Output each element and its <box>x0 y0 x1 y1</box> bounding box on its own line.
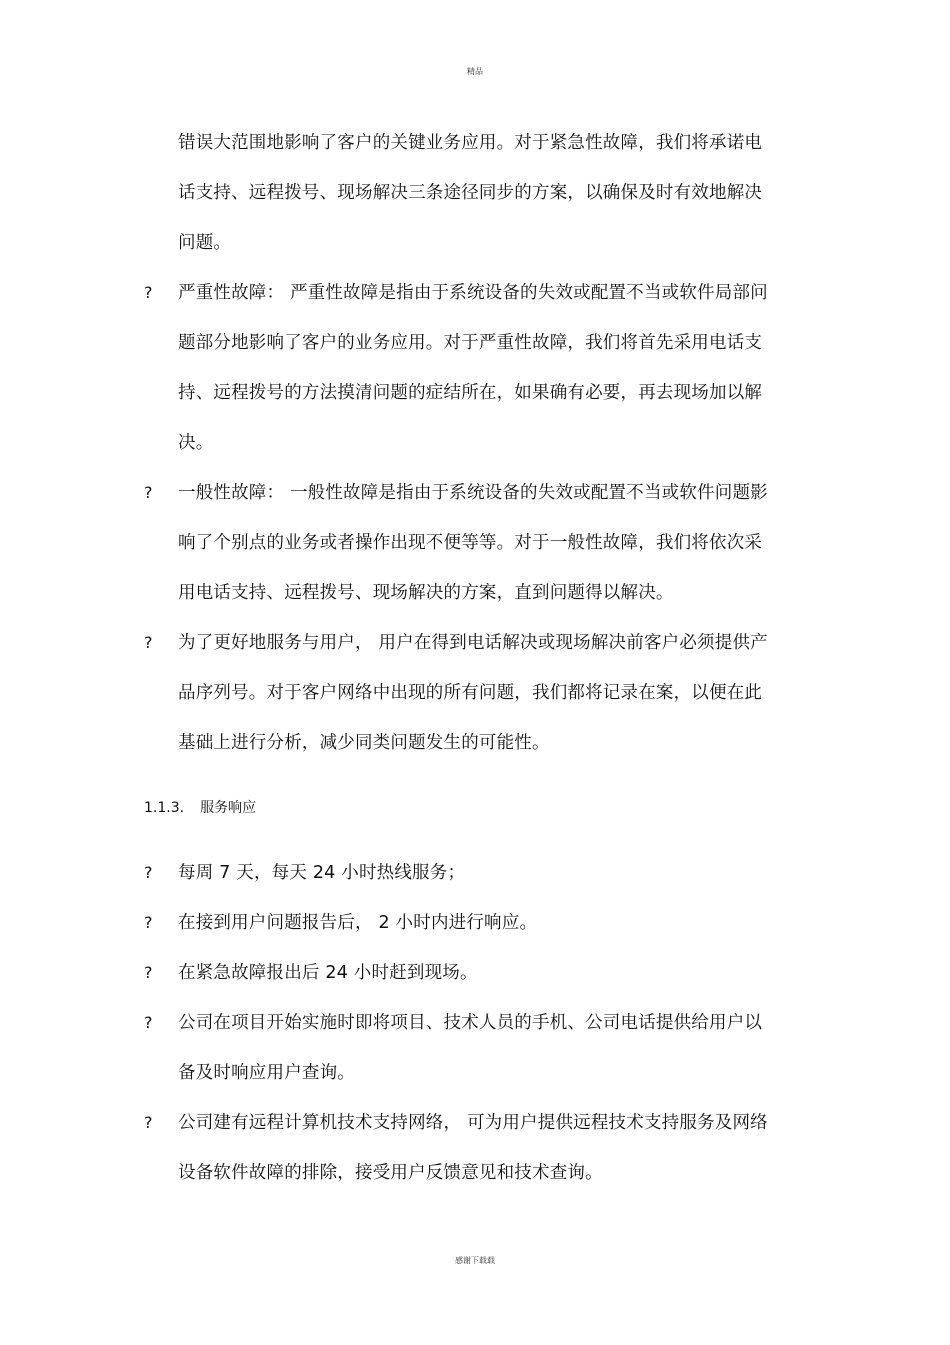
text-line: 题部分地影响了客户的业务应用。对于严重性故障，我们将首先采用电话支 <box>178 333 763 353</box>
text-line: 用电话支持、远程拨号、现场解决的方案，直到问题得以解决。 <box>178 583 674 603</box>
page-footer: 感谢下载载 <box>455 1256 495 1265</box>
text-line: 问题。 <box>178 233 232 253</box>
text-line: 品序列号。对于客户网络中出现的所有问题，我们都将记录在案，以便在此 <box>178 683 763 703</box>
text-line: 错误大范围地影响了客户的关键业务应用。对于紧急性故障，我们将承诺电 <box>178 133 763 153</box>
section-number: 1.1.3. <box>144 800 185 816</box>
text-line: 严重性故障： 严重性故障是指由于系统设备的失效或配置不当或软件局部问 <box>178 283 768 303</box>
bullet-marker: ? <box>144 483 153 502</box>
bullet-marker: ? <box>144 913 153 932</box>
bullet-marker: ? <box>144 863 153 882</box>
text-line: 一般性故障： 一般性故障是指由于系统设备的失效或配置不当或软件问题影 <box>178 483 768 503</box>
text-line: 公司建有远程计算机技术支持网络， 可为用户提供远程技术支持服务及网络 <box>178 1113 768 1133</box>
text-line: 每周 7 天，每天 24 小时热线服务； <box>178 863 466 883</box>
bullet-marker: ? <box>144 963 153 982</box>
bullet-marker: ? <box>144 633 153 652</box>
section-title: 服务响应 <box>200 800 257 816</box>
text-line: 备及时响应用户查询。 <box>178 1063 355 1083</box>
page-header: 精品 <box>467 67 483 76</box>
text-line: 在紧急故障报出后 24 小时赶到现场。 <box>178 963 478 983</box>
bullet-marker: ? <box>144 1013 153 1032</box>
text-line: 响了个别点的业务或者操作出现不便等等。对于一般性故障，我们将依次采 <box>178 533 763 553</box>
bullet-marker: ? <box>144 283 153 302</box>
text-line: 设备软件故障的排除，接受用户反馈意见和技术查询。 <box>178 1163 603 1183</box>
text-line: 话支持、远程拨号、现场解决三条途径同步的方案，以确保及时有效地解决 <box>178 183 763 203</box>
text-line: 在接到用户问题报告后， 2 小时内进行响应。 <box>178 913 538 933</box>
bullet-marker: ? <box>144 1113 153 1132</box>
text-line: 基础上进行分析，减少同类问题发生的可能性。 <box>178 733 550 753</box>
text-line: 决。 <box>178 433 214 453</box>
text-line: 为了更好地服务与用户， 用户在得到电话解决或现场解决前客户必须提供产 <box>178 633 768 653</box>
text-line: 公司在项目开始实施时即将项目、技术人员的手机、公司电话提供给用户以 <box>178 1013 763 1033</box>
text-line: 持、远程拨号的方法摸清问题的症结所在，如果确有必要，再去现场加以解 <box>178 383 763 403</box>
section-heading <box>144 798 256 818</box>
